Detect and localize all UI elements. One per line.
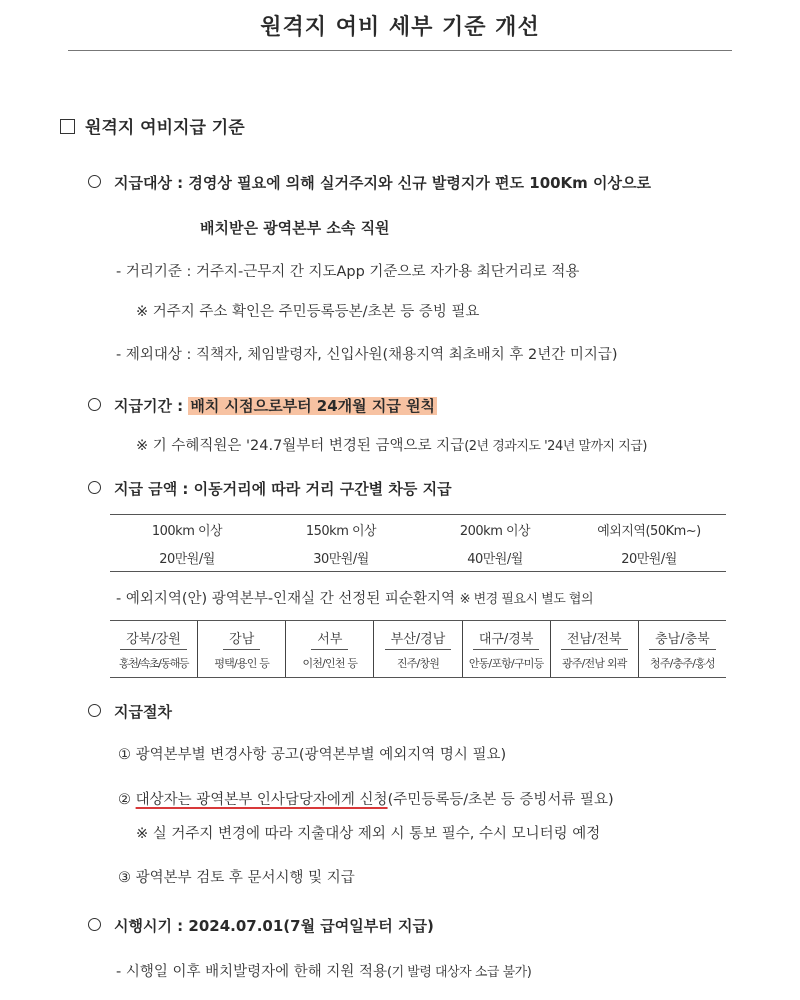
- effective-note-main: - 시행일 이후 배치발령자에 한해 지원 적용: [116, 964, 388, 980]
- region-column: [197, 621, 285, 677]
- amount-value-row: [110, 543, 726, 571]
- region-areas: 홍천/속초/동해등: [118, 656, 189, 670]
- region-name: 전남/전북: [561, 628, 628, 650]
- region-column: [373, 621, 461, 677]
- region-column: [550, 621, 638, 677]
- amount-label: 지급 금액 : 이동거리에 따라 거리 구간별 차등 지급: [114, 480, 452, 498]
- exception-region-line: [116, 587, 593, 608]
- exception-note: ※ 변경 필요시 별도 협의: [459, 592, 594, 607]
- amount-bullet: [88, 478, 452, 499]
- amount-table: [110, 514, 726, 572]
- period-note-main: ※ 기 수혜직원은 '24.7월부터 변경된 금액으로 지급: [136, 438, 465, 454]
- region-column: [285, 621, 373, 677]
- region-name: 충남/충북: [649, 628, 716, 650]
- distance-criteria: - 거리기준 : 거주지-근무지 간 지도App 기준으로 자가용 최단거리로 적용: [116, 264, 580, 280]
- amount-value-cell: 20만원/월: [159, 551, 215, 567]
- region-areas: 진주/창원: [396, 656, 440, 670]
- effective-note: [116, 960, 531, 981]
- section-heading-label: 원격지 여비지급 기준: [85, 118, 245, 138]
- region-table: [110, 620, 726, 678]
- region-areas: 광주/전남 외곽: [561, 656, 627, 670]
- region-column: [638, 621, 726, 677]
- amount-value-cell: 40만원/월: [467, 551, 523, 567]
- circle-bullet-icon: [88, 704, 101, 717]
- exception-main: - 예외지역(안) 광역본부-인재실 간 선정된 피순환지역: [116, 591, 455, 607]
- page-title: 원격지 여비 세부 기준 개선: [260, 15, 540, 40]
- circle-bullet-icon: [88, 918, 101, 931]
- procedure-step2: [118, 788, 614, 809]
- procedure-step2-rest: (주민등록등/초본 등 증빙서류 필요): [387, 792, 614, 808]
- procedure-step2-underlined: 대상자는 광역본부 인사담당자에게 신청: [135, 792, 388, 808]
- target-line2: 배치받은 광역본부 소속 직원: [200, 219, 390, 237]
- region-name: 서부: [311, 628, 348, 650]
- amount-value-cell: 20만원/월: [621, 551, 677, 567]
- period-note-small: (2년 경과지도 '24년 말까지 지급): [464, 439, 647, 454]
- circle-bullet-icon: [88, 398, 101, 411]
- target-line1: 지급대상 : 경영상 필요에 의해 실거주지와 신규 발령지가 편도 100Km 이상으로: [114, 174, 651, 192]
- procedure-label: 지급절차: [114, 703, 172, 721]
- amount-value-cell: 30만원/월: [313, 551, 369, 567]
- region-column: [462, 621, 550, 677]
- effective-label: 시행시기 : 2024.07.01(7월 급여일부터 지급): [114, 917, 434, 935]
- amount-header-cell: 200km 이상: [459, 523, 531, 539]
- section-heading: [60, 113, 245, 138]
- region-areas: 이천/인천 등: [302, 656, 358, 670]
- region-column: [110, 621, 197, 677]
- procedure-step2-note: ※ 실 거주지 변경에 따라 지출대상 제외 시 통보 필수, 수시 모니터링 예정: [136, 826, 601, 842]
- region-areas: 안동/포항/구미등: [468, 656, 544, 670]
- period-highlight: 배치 시점으로부터 24개월 지급 원칙: [190, 397, 436, 415]
- circle-bullet-icon: [88, 175, 101, 188]
- title-divider: [68, 50, 732, 51]
- amount-header-cell: 100km 이상: [151, 523, 223, 539]
- period-bullet: [88, 395, 437, 416]
- circle-bullet-icon: [88, 481, 101, 494]
- amount-header-cell: 150km 이상: [305, 523, 377, 539]
- region-name: 대구/경북: [473, 628, 540, 650]
- period-label: 지급기간 :: [114, 397, 184, 415]
- region-name: 부산/경남: [385, 628, 452, 650]
- exclusion-criteria: - 제외대상 : 직책자, 체임발령자, 신입사원(채용지역 최초배치 후 2년간 미지급): [116, 347, 618, 363]
- procedure-step3: ③ 광역본부 검토 후 문서시행 및 지급: [118, 870, 355, 886]
- procedure-bullet: [88, 701, 172, 722]
- amount-header-row: [110, 515, 726, 543]
- effective-bullet: [88, 915, 434, 936]
- amount-header-cell: 예외지역(50Km~): [597, 523, 701, 539]
- region-areas: 평택/용인 등: [214, 656, 270, 670]
- region-name: 강북/강원: [120, 628, 187, 650]
- effective-note-small: (기 발령 대상자 소급 불가): [387, 965, 532, 980]
- region-name: 강남: [223, 628, 260, 650]
- distance-note: ※ 거주지 주소 확인은 주민등록등본/초본 등 증빙 필요: [136, 304, 480, 320]
- target-bullet: [88, 172, 651, 193]
- period-note: [136, 434, 647, 455]
- procedure-step2-prefix: ②: [118, 792, 136, 808]
- procedure-step1: ① 광역본부별 변경사항 공고(광역본부별 예외지역 명시 필요): [118, 747, 507, 763]
- region-areas: 청주/충주/홍성: [650, 656, 715, 670]
- checkbox-square-icon: [60, 119, 75, 134]
